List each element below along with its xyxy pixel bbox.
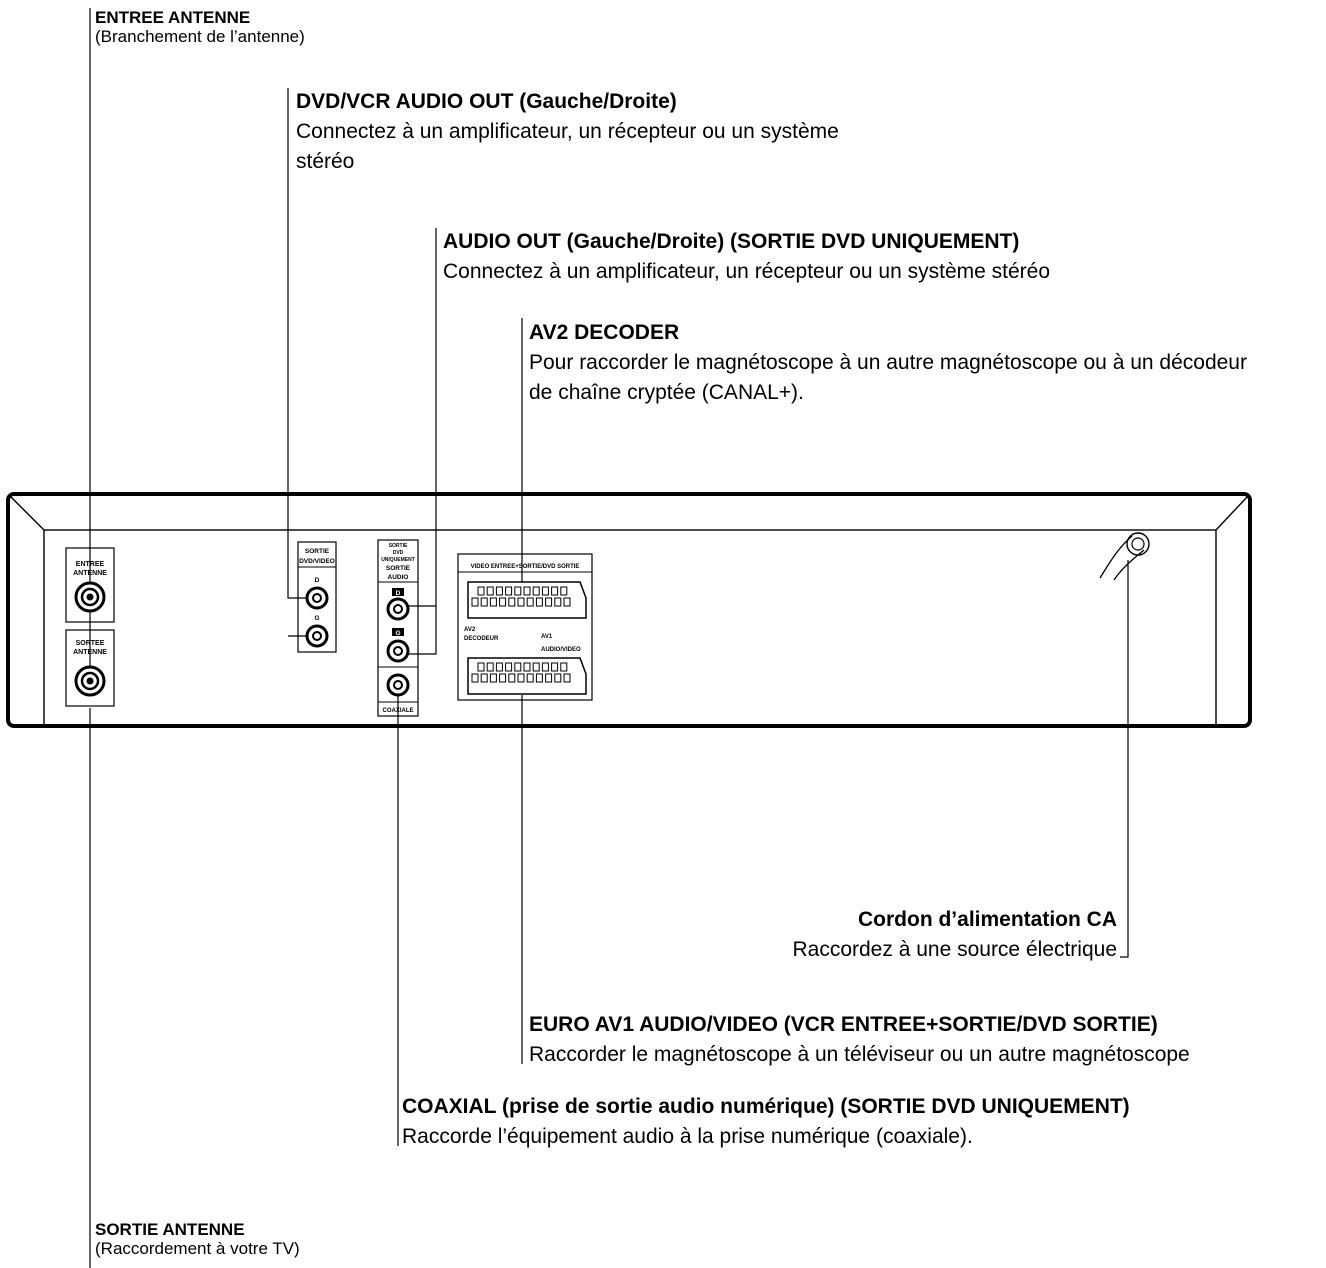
callout-power-cord <box>700 905 1117 965</box>
dvdvideo-audio-g-jack[interactable] <box>307 626 327 646</box>
coaxial-jack[interactable] <box>388 675 408 695</box>
euro-av1-desc: Raccorder le magnétoscope à un téléviseur ou un autre magnétoscope <box>529 1043 1190 1066</box>
sortie-audio-label-4: SORTIE <box>385 565 411 572</box>
device-inner-panel <box>44 530 1216 726</box>
dvdvideo-g-label: G <box>314 615 320 622</box>
callout-audio-out <box>443 227 1050 287</box>
dvd-vcr-audio-out-desc: Connectez à un amplificateur, un récepteur ou un système stéréo <box>296 120 839 173</box>
av2-decoder-title: AV2 DECODER <box>529 321 680 344</box>
scart-header-label: VIDEO ENTREE+SORTIE/DVD SORTIE <box>470 564 580 570</box>
sortee-antenne-jack[interactable] <box>76 667 104 695</box>
coaxial-desc: Raccorde l’équipement audio à la prise numérique (coaxiale). <box>402 1125 973 1148</box>
bevel-top-left <box>10 496 44 530</box>
audio-out-g-jack[interactable] <box>388 641 408 661</box>
callout-dvd-vcr-audio-out <box>296 87 876 177</box>
audio-d-badge: D <box>395 590 401 597</box>
power-cord-desc: Raccordez à une source électrique <box>792 938 1117 961</box>
entree-antenne-label-2: ANTENNE <box>73 570 107 577</box>
callout-av2-decoder <box>529 318 1259 408</box>
dvdvideo-d-label: D <box>314 577 320 584</box>
callout-entree-antenne <box>95 8 305 46</box>
callout-euro-av1 <box>529 1010 1190 1070</box>
av1-label-2: AUDIO/VIDEO <box>541 647 581 653</box>
av2-label-1: AV2 <box>464 627 476 633</box>
coaxiale-label: COAXIALE <box>382 708 414 714</box>
entree-antenne-label-1: ENTREE <box>75 561 105 568</box>
av2-label-2: DECODEUR <box>464 636 499 642</box>
sortie-audio-label-2: DVD <box>392 550 404 556</box>
sortie-dvdvideo-label-1: SORTIE <box>304 548 330 555</box>
callout-sortie-antenne <box>95 1220 300 1258</box>
callout-coaxial <box>402 1092 1130 1152</box>
audio-out-title: AUDIO OUT (Gauche/Droite) (SORTIE DVD UNIQUEMENT) <box>443 230 1020 253</box>
sortie-antenne-desc: (Raccordement à votre TV) <box>95 1239 300 1258</box>
dvdvideo-audio-d-jack[interactable] <box>307 588 327 608</box>
av1-label-1: AV1 <box>541 634 553 640</box>
audio-out-d-jack[interactable] <box>388 599 408 619</box>
power-cord-title: Cordon d’alimentation CA <box>858 908 1117 931</box>
sortee-antenne-label-1: SORTEE <box>75 640 105 647</box>
audio-g-badge: G <box>395 630 401 637</box>
sortie-audio-label-3: UNIQUEMENT <box>381 557 415 563</box>
sortie-dvdvideo-label-2: DVD/VIDEO <box>299 558 335 565</box>
dvd-vcr-audio-out-title: DVD/VCR AUDIO OUT (Gauche/Droite) <box>296 90 677 113</box>
bevel-top-right <box>1216 496 1248 530</box>
audio-out-desc: Connectez à un amplificateur, un récepteur ou un système stéréo <box>443 260 1051 283</box>
sortie-audio-label-1: SORTIE <box>388 543 408 549</box>
sortie-antenne-title: SORTIE ANTENNE <box>95 1220 245 1239</box>
coaxial-title: COAXIAL (prise de sortie audio numérique) (SORTIE DVD UNIQUEMENT) <box>402 1095 1130 1118</box>
euro-av1-title: EURO AV1 AUDIO/VIDEO (VCR ENTREE+SORTIE/DVD SORTIE) <box>529 1013 1158 1036</box>
power-cord <box>1100 533 1149 580</box>
leader-line-power-cord <box>1120 560 1128 957</box>
entree-antenne-jack[interactable] <box>76 583 104 611</box>
device-chassis <box>8 494 1250 726</box>
av2-decoder-desc: Pour raccorder le magnétoscope à un autre magnétoscope ou à un décodeur de chaîne cryptée (CANAL+). <box>529 351 1247 404</box>
entree-antenne-desc: (Branchement de l’antenne) <box>95 27 305 46</box>
sortie-audio-label-5: AUDIO <box>387 574 409 581</box>
entree-antenne-title: ENTREE ANTENNE <box>95 8 251 27</box>
sortee-antenne-label-2: ANTENNE <box>73 649 107 656</box>
